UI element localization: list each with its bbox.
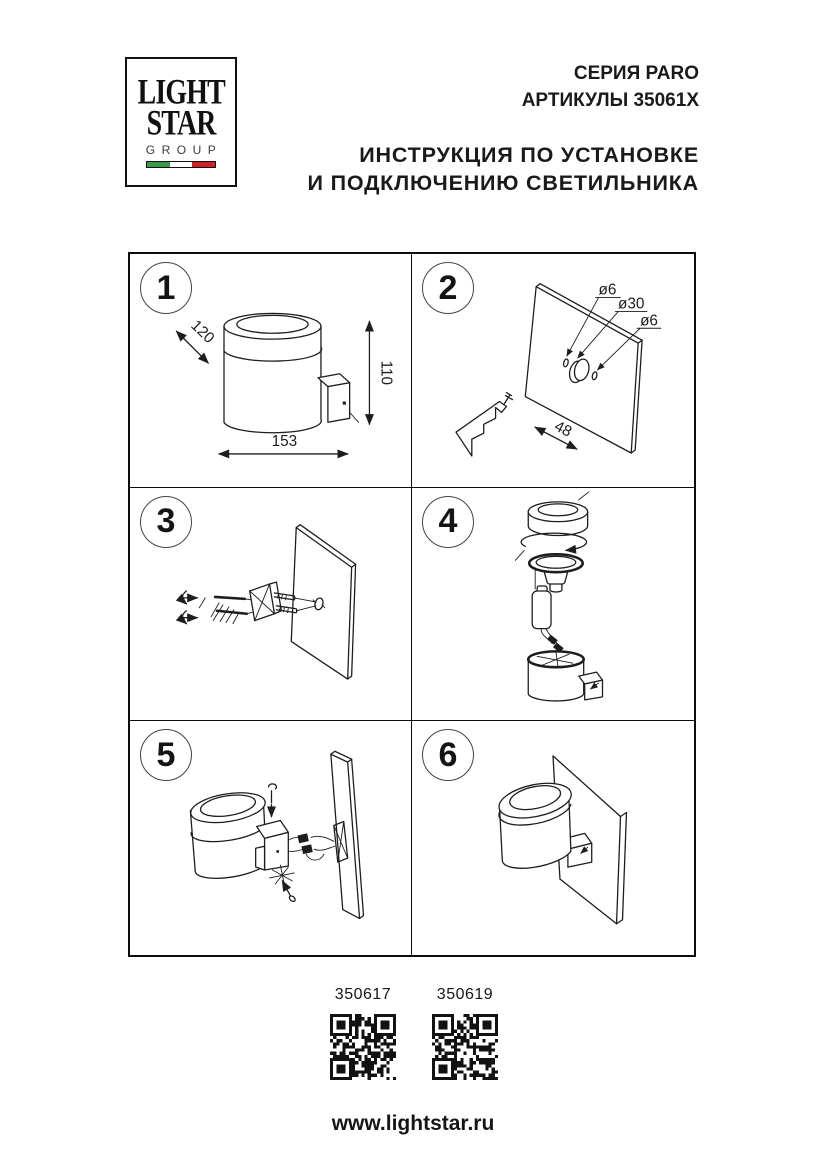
hole-d6-left-label: ø6 bbox=[598, 281, 617, 299]
qr-label-350619: 350619 bbox=[436, 986, 494, 1003]
qr-code-left bbox=[330, 1014, 396, 1080]
step-badge-6: 6 bbox=[422, 729, 474, 781]
steps-grid bbox=[128, 252, 696, 957]
qr-code-right bbox=[432, 1014, 498, 1080]
flag-green bbox=[147, 162, 170, 167]
qr-label-350617: 350617 bbox=[334, 986, 392, 1003]
flag-white bbox=[170, 162, 193, 167]
instruction-title bbox=[308, 142, 699, 197]
flag-red bbox=[192, 162, 215, 167]
top-screw bbox=[269, 784, 277, 817]
logo-word-group: GROUP bbox=[145, 143, 223, 157]
mounting-plate bbox=[250, 582, 282, 621]
dimension-110 bbox=[369, 321, 394, 424]
header-series-block bbox=[522, 60, 699, 114]
step-badge-5: 5 bbox=[140, 729, 192, 781]
lamp-body-outline bbox=[224, 313, 359, 432]
title-line-1: ИНСТРУКЦИЯ ПО УСТАНОВКЕ bbox=[359, 143, 699, 167]
step-cell-3 bbox=[130, 488, 412, 722]
step-badge-3: 3 bbox=[140, 496, 192, 548]
lamp-body bbox=[496, 778, 574, 869]
step-cell-5 bbox=[130, 721, 412, 955]
italian-flag-bar bbox=[146, 161, 216, 168]
step-badge-4: 4 bbox=[422, 496, 474, 548]
step-cell-6 bbox=[412, 721, 694, 955]
step-badge-1: 1 bbox=[140, 262, 192, 314]
dim-110-label: 110 bbox=[377, 360, 395, 386]
hole-d6-right-label: ø6 bbox=[640, 312, 658, 330]
mounting-template bbox=[456, 393, 512, 456]
lamp-base-body bbox=[528, 651, 602, 701]
dim-48-label: 48 bbox=[551, 417, 575, 441]
website-url: www.lightstar.ru bbox=[331, 1112, 495, 1135]
terminal-blocks-and-wires bbox=[288, 834, 335, 861]
screw-rotation-symbols bbox=[179, 591, 197, 624]
dimension-153 bbox=[219, 433, 348, 454]
dim-120-label: 120 bbox=[187, 316, 218, 347]
dimension-48 bbox=[535, 418, 577, 449]
lightstar-logo bbox=[125, 57, 237, 187]
series-line: СЕРИЯ PARO bbox=[573, 63, 699, 84]
top-ring bbox=[528, 492, 588, 536]
step-badge-2: 2 bbox=[422, 262, 474, 314]
articles-line: АРТИКУЛЫ 35061X bbox=[521, 90, 699, 111]
wall-panel bbox=[291, 524, 355, 678]
step-cell-4 bbox=[412, 488, 694, 722]
bottom-screw bbox=[270, 865, 297, 902]
wall-plugs-and-wires bbox=[199, 597, 254, 624]
wall-panel bbox=[331, 752, 364, 919]
step-cell-2 bbox=[412, 254, 694, 488]
title-line-2: И ПОДКЛЮЧЕНИЮ СВЕТИЛЬНИКА bbox=[307, 170, 699, 195]
driver-box bbox=[532, 569, 551, 628]
dimension-120 bbox=[177, 317, 218, 363]
hole-d30-label: ø30 bbox=[618, 295, 645, 313]
logo-word-star: STAR bbox=[146, 104, 216, 143]
dim-153-label: 153 bbox=[271, 433, 298, 451]
logo-word-light: LIGHT bbox=[137, 73, 225, 112]
step-cell-1 bbox=[130, 254, 412, 488]
